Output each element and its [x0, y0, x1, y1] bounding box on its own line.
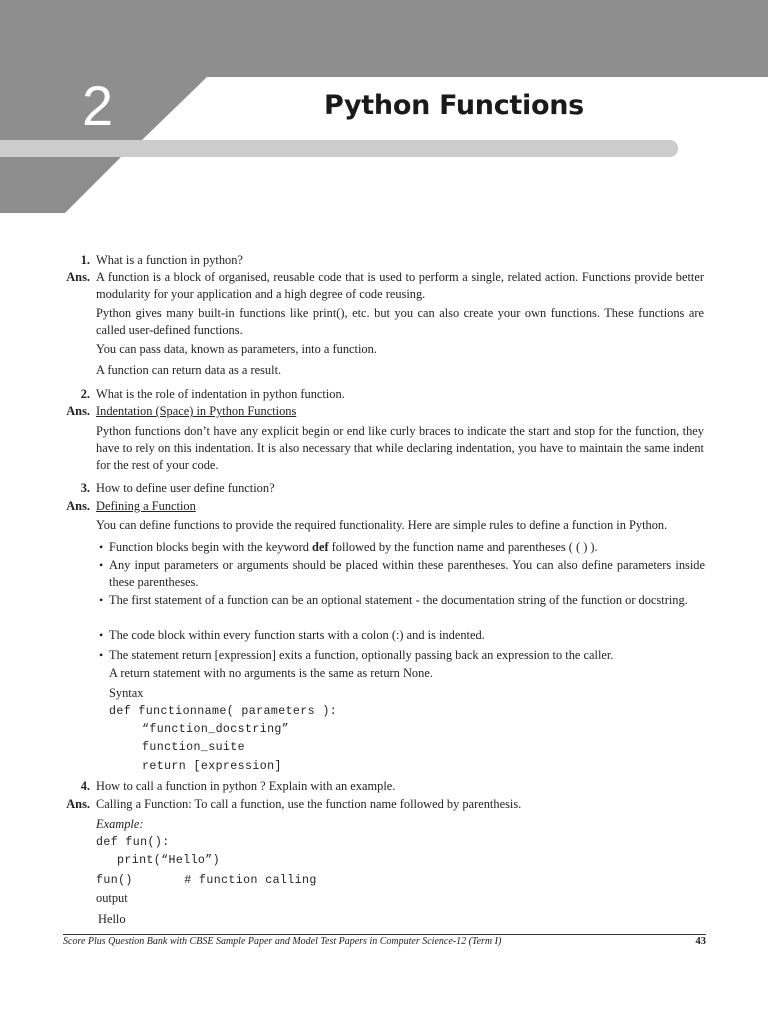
syntax-label: Syntax — [109, 686, 144, 700]
chapter-header — [0, 0, 768, 215]
bullet-icon: • — [99, 628, 104, 642]
keyword-def: def — [312, 540, 329, 554]
answer-label: Ans. — [66, 404, 90, 418]
chapter-title: Python Functions — [324, 90, 584, 121]
bullet-text: The statement return [expression] exits a function, optionally passing back an expression to the caller. — [109, 648, 614, 662]
bullet-text-continued: A return statement with no arguments is the same as return None. — [109, 666, 433, 680]
code-line: def functionname( parameters ): — [109, 705, 338, 718]
answer-label: Ans. — [66, 797, 90, 811]
code-line: function_suite — [142, 741, 246, 754]
chapter-number: 2 — [82, 74, 114, 137]
answer-paragraph: A function is a block of organised, reusable code that is used to perform a single, related action. Functions provide better modularity for your application and a high degree of code reusing. — [96, 270, 704, 301]
bullet-text — [109, 539, 705, 556]
output-value: Hello — [98, 912, 126, 926]
bullet-text: The code block within every function starts with a colon (:) and is indented. — [109, 628, 485, 642]
question-text: How to call a function in python ? Explain with an example. — [96, 779, 396, 793]
code-line: def fun(): — [96, 836, 170, 849]
question-text: What is a function in python? — [96, 253, 243, 267]
bullet-icon: • — [99, 593, 104, 607]
bullet-icon: • — [99, 648, 104, 662]
bullet-text: Any input parameters or arguments should be placed within these parentheses. You can also define parameters inside these parentheses. — [109, 558, 705, 589]
question-number: 3. — [80, 481, 90, 495]
question-number: 2. — [80, 387, 90, 401]
page-number: 43 — [695, 936, 706, 947]
bullet-icon: • — [99, 540, 104, 554]
example-label: Example: — [96, 817, 144, 831]
bullet-text: The first statement of a function can be an optional statement - the documentation string of the function or docstring. — [109, 593, 688, 607]
bullet-icon: • — [99, 558, 104, 572]
code-line: return [expression] — [142, 760, 282, 773]
bullet-text-part: followed by the function name and parentheses ( ( ) ). — [328, 540, 598, 554]
output-label: output — [96, 891, 128, 905]
answer-paragraph: Python functions don’t have any explicit begin or end like curly braces to indicate the start and stop for the function, they have to rely on this indentation. It is also necessary that while declaring indentation, you have to maintain the same indent for the rest of your code. — [96, 424, 704, 472]
answer-heading: Indentation (Space) in Python Functions — [96, 404, 297, 418]
answer-paragraph: You can define functions to provide the required functionality. Here are simple rules to define a function in Python. — [96, 518, 668, 532]
bullet-text-part: Function blocks begin with the keyword — [109, 540, 313, 554]
question-text: What is the role of indentation in python function. — [96, 387, 345, 401]
footer-book-title: Score Plus Question Bank with CBSE Sample Paper and Model Test Papers in Computer Science-12 (Term I) — [63, 936, 502, 947]
question-number: 4. — [80, 779, 90, 793]
answer-heading: Defining a Function — [96, 499, 196, 513]
answer-paragraph: You can pass data, known as parameters, into a function. — [96, 342, 377, 356]
code-line: print(“Hello”) — [117, 854, 221, 867]
answer-paragraph: Calling a Function: To call a function, use the function name followed by parenthesis. — [96, 797, 522, 811]
code-line: fun() # function calling — [96, 874, 317, 887]
answer-paragraph: Python gives many built-in functions like print(), etc. but you can also create your own functions. These functions are called user-defined functions. — [96, 306, 704, 337]
answer-paragraph: A function can return data as a result. — [96, 363, 282, 377]
answer-label: Ans. — [66, 499, 90, 513]
question-text: How to define user define function? — [96, 481, 275, 495]
question-number: 1. — [80, 253, 90, 267]
code-line: “function_docstring” — [142, 723, 290, 736]
answer-label: Ans. — [66, 270, 90, 284]
